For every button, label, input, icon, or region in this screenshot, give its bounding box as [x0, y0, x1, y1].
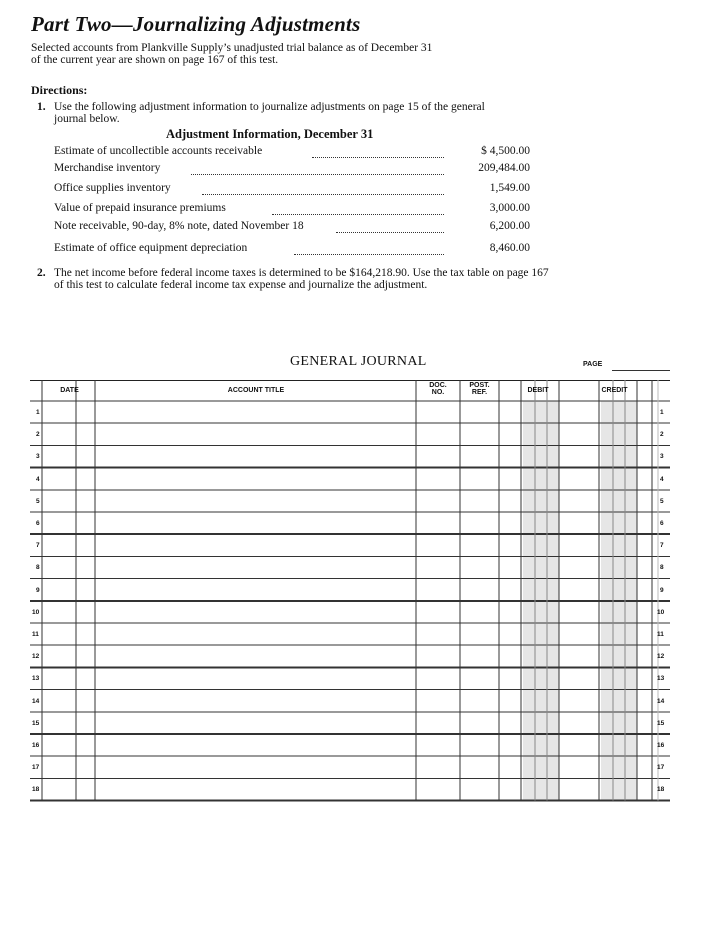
adjustment-row: [54, 145, 530, 159]
adjustment-amount: $ 4,500.00: [481, 145, 530, 157]
row-number-left: 8: [36, 564, 40, 572]
row-number-left: 6: [36, 520, 40, 527]
adjustment-label: Note receivable, 90-day, 8% note, dated November 18: [54, 220, 304, 232]
doc-no-header-line-2: NO.: [431, 389, 445, 396]
row-number-right: 3: [660, 453, 664, 461]
adjustment-row: [54, 162, 530, 176]
row-number-right: 2: [660, 431, 664, 439]
row-number-right: 6: [660, 520, 664, 527]
row-number-left: 7: [36, 542, 40, 550]
page-number-field[interactable]: [612, 370, 670, 371]
account-title-cell[interactable]: [96, 445, 416, 467]
account-title-cell[interactable]: [96, 423, 416, 445]
account-title-cell[interactable]: [96, 734, 416, 756]
intro-text: [31, 42, 551, 66]
row-number-right: 18: [657, 786, 665, 794]
row-number-left: 15: [32, 719, 40, 727]
direction-2-number: 2.: [37, 267, 46, 279]
row-number-right: 4: [660, 475, 664, 483]
adjustment-amount: 209,484.00: [478, 162, 530, 174]
adjustment-label: Value of prepaid insurance premiums: [54, 202, 226, 214]
account-title-cell[interactable]: [96, 667, 416, 689]
page-title: Part Two—Journalizing Adjustments: [31, 12, 361, 36]
journal-title: GENERAL JOURNAL: [290, 354, 427, 369]
dot-leader: [202, 182, 444, 195]
row-number-left: 18: [32, 786, 40, 794]
account-title-header: ACCOUNT TITLE: [227, 387, 285, 394]
row-number-left: 5: [36, 497, 40, 505]
adjustment-row: [54, 202, 530, 216]
row-number-right: 16: [657, 742, 665, 749]
row-number-right: 11: [657, 631, 664, 638]
direction-1-line-2: journal below.: [54, 113, 120, 125]
row-number-right: 14: [657, 697, 665, 705]
post-ref-header-line-2: REF.: [471, 389, 488, 396]
account-title-cell[interactable]: [96, 690, 416, 712]
dot-leader: [312, 145, 444, 158]
general-journal-table: [30, 380, 670, 804]
row-number-right: 13: [657, 675, 665, 683]
row-number-left: 11: [32, 631, 39, 638]
post-ref-header: [460, 382, 499, 396]
account-title-cell[interactable]: [96, 778, 416, 800]
adjustment-amount: 3,000.00: [489, 202, 530, 214]
account-title-cell[interactable]: [96, 490, 416, 512]
adjustment-label: Merchandise inventory: [54, 162, 161, 174]
row-number-right: 9: [660, 586, 664, 594]
doc-no-header: [416, 382, 460, 396]
row-number-left: 10: [32, 608, 40, 616]
intro-line-2: of the current year are shown on page 167 of this test.: [31, 54, 279, 66]
row-number-left: 14: [32, 697, 40, 705]
post-ref-header-line-1: POST.: [469, 382, 490, 389]
row-number-right: 10: [657, 608, 665, 616]
adjustment-amount: 8,460.00: [489, 242, 530, 254]
account-title-cell[interactable]: [96, 579, 416, 601]
row-number-left: 2: [36, 431, 40, 439]
adjustment-label: Office supplies inventory: [54, 182, 171, 194]
row-number-right: 8: [660, 564, 664, 572]
account-title-cell[interactable]: [96, 645, 416, 667]
adjustment-row: [54, 242, 530, 256]
credit-header: CREDIT: [601, 387, 628, 394]
adjustment-row: [54, 182, 530, 196]
row-number-left: 12: [32, 653, 40, 661]
directions-label: Directions:: [31, 83, 88, 97]
account-title-cell[interactable]: [96, 712, 416, 734]
row-number-right: 7: [660, 542, 664, 550]
direction-1-line-1: Use the following adjustment information to journalize adjustments on page 15 of the general: [54, 101, 485, 113]
dot-leader: [294, 242, 444, 255]
account-title-cell[interactable]: [96, 601, 416, 623]
row-number-right: 5: [660, 497, 664, 505]
account-title-cell[interactable]: [96, 468, 416, 490]
direction-2-line-1: The net income before federal income taxes is determined to be $164,218.90. Use the tax table on page 167: [54, 267, 549, 279]
date-header: DATE: [60, 387, 79, 394]
row-number-left: 4: [36, 475, 40, 483]
adjustment-amount: 1,549.00: [489, 182, 530, 194]
adjustment-label: Estimate of office equipment depreciation: [54, 242, 248, 254]
dot-leader: [336, 220, 444, 233]
dot-leader: [191, 162, 444, 175]
account-title-cell[interactable]: [96, 556, 416, 578]
row-number-right: 17: [657, 764, 665, 772]
page-number-label: PAGE: [583, 361, 603, 368]
account-title-cell[interactable]: [96, 534, 416, 556]
doc-no-header-line-1: DOC.: [429, 382, 447, 389]
account-title-cell[interactable]: [96, 401, 416, 423]
direction-2-text: [54, 267, 549, 291]
direction-2-line-2: of this test to calculate federal income tax expense and journalize the adjustment.: [54, 279, 428, 291]
debit-header: DEBIT: [527, 387, 549, 394]
row-number-right: 1: [660, 409, 664, 416]
account-title-cell[interactable]: [96, 756, 416, 778]
row-number-left: 9: [36, 586, 40, 594]
row-number-left: 3: [36, 453, 40, 461]
row-number-left: 1: [36, 409, 40, 416]
row-number-left: 13: [32, 675, 40, 683]
intro-line-1: Selected accounts from Plankville Supply’s unadjusted trial balance as of December 31: [31, 42, 433, 54]
row-number-right: 12: [657, 653, 665, 661]
row-number-left: 16: [32, 742, 40, 749]
dot-leader: [272, 202, 444, 215]
row-number-left: 17: [32, 764, 40, 772]
adjustment-info-title: Adjustment Information, December 31: [166, 127, 374, 141]
row-number-right: 15: [657, 719, 665, 727]
adjustment-amount: 6,200.00: [489, 220, 530, 232]
direction-1-text: [54, 101, 485, 125]
account-title-cell[interactable]: [96, 623, 416, 645]
direction-1-number: 1.: [37, 101, 46, 113]
account-title-cell[interactable]: [96, 512, 416, 534]
adjustment-label: Estimate of uncollectible accounts receivable: [54, 145, 263, 157]
adjustment-row: [54, 220, 530, 234]
